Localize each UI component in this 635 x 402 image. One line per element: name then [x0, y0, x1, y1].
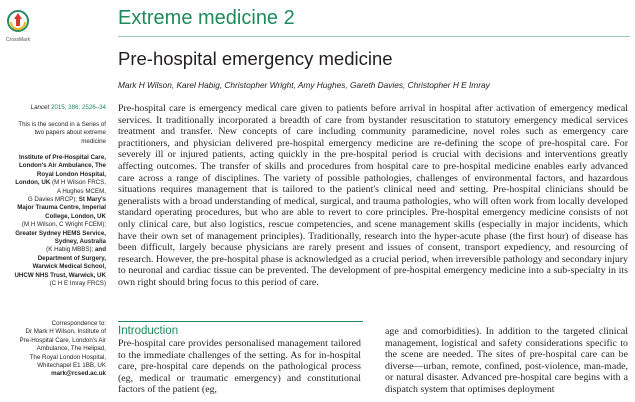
- affiliation-run: (K Habig MBBS);: [46, 246, 94, 254]
- series-note-line: medicine: [81, 137, 106, 145]
- affiliation-line: [0, 238, 106, 246]
- affiliation-run: College, London, UK: [45, 212, 106, 220]
- citation: [0, 104, 106, 112]
- body-column-left: Pre-hospital care provides personalised management tailored to the immediate challenges of the setting. As for in-hospital care, pre-hospital care depends on the pathological process (eg, medical or traumatic emergency) and constitutional factors of the patient (eg,: [118, 338, 361, 396]
- section-rule: [118, 321, 363, 322]
- affiliation-run: Department of Surgery,: [37, 254, 106, 262]
- affiliation-line: [0, 213, 106, 221]
- affiliation-line: [0, 246, 106, 254]
- series-note-line: This is the second in a Series of: [18, 121, 106, 128]
- citation-ref: 2015; 386: 2526–34: [49, 104, 106, 111]
- correspondence: [0, 320, 106, 379]
- affiliation-run: Warwick Medical School,: [32, 263, 106, 271]
- affiliation-run: (M H Wilson, C Wright FCEM);: [21, 221, 106, 229]
- affiliation-line: [0, 255, 106, 263]
- introduction-heading: Introduction: [118, 325, 179, 337]
- series-note: [0, 121, 106, 146]
- affiliation-line: [0, 196, 106, 204]
- affiliation-line: [0, 272, 106, 280]
- crossmark-label: CrossMark: [6, 37, 30, 43]
- affiliation-run: St Mary's: [77, 196, 106, 204]
- summary-paragraph: Pre-hospital care is emergency medical care given to patients before arrival in hospital after activation of emergency medical services. It traditionally incorporated a breadth of care from bystander resuscitation to statutory emergency medical services treatment and transfer. New concepts of care including community paramedicine, novel roles such as emergency care practitioners, and physician delivered pre-hospital emergency medicine are re-defining the scope of pre-hospital care. For severely ill or injured patients, acting quickly in the pre-hospital period is crucial with decisions and interventions greatly affecting outcomes. The transfer of skills and procedures from hospital care to pre-hospital medicine enables early advanced care across a range of disciplines. The variety of possible pathologies, challenges of environmental factors, and hazardous situations requires management that is tailored to the patient's clinical need and setting. Pre-hospital clinicians should be generalists with a broad understanding of medical, surgical, and trauma pathologies, who will often work from locally developed standard operating procedures, but who are able to revert to core principles. Pre-hospital emergency medicine consists of not only clinical care, but also logistics, rescue competencies, and scene management skills (especially in major incidents, which have their own set of management principles). Traditionally, research into the hyper-acute phase (the first hour) of disease has been difficult, largely because physicians are rarely present and issues of consent, transport expediency, and resourcing of research. However, the pre-hospital phase is acknowledged as a crucial period, when irreversible pathology and secondary injury to neuronal and cardiac tissue can be prevented. The development of pre-hospital emergency medicine into a sub-specialty in its own right should bring focus to this period of care.: [118, 103, 628, 288]
- header-rule: [118, 36, 630, 37]
- series-title: Extreme medicine 2: [118, 7, 295, 29]
- correspondence-line: Dr Mark H Wilson, Institute of: [25, 328, 106, 336]
- affiliation-line: [0, 188, 106, 196]
- affiliation-run: Institute of Pre-Hospital Care,: [19, 154, 106, 161]
- affiliation-run: UHCW NHS Trust, Warwick, UK: [14, 271, 106, 279]
- affiliation-run: (M H Wilson FRCS,: [50, 179, 106, 187]
- affiliation-line: [0, 280, 106, 288]
- affiliation-line: [0, 204, 106, 212]
- affiliation-run: Greater Sydney HEMS Service,: [15, 229, 106, 237]
- correspondence-line: Whitechapel E1 1BB, UK: [37, 362, 106, 370]
- affiliation-run: and: [93, 246, 106, 254]
- correspondence-line: Ambulance, The Helipad,: [36, 345, 106, 353]
- series-note-line: two papers about extreme: [34, 129, 106, 137]
- affiliation-run: G Davies MRCP);: [27, 196, 78, 204]
- affiliation-line: [0, 221, 106, 229]
- affiliation-line: [0, 230, 106, 238]
- affiliation-run: Royal London Hospital,: [36, 170, 106, 178]
- author-list: Mark H Wilson, Karel Habig, Christopher Wright, Amy Hughes, Gareth Davies, Christopher H E Imray: [118, 80, 490, 90]
- correspondence-email[interactable]: mark@rcsed.ac.uk: [51, 370, 106, 378]
- affiliation-run: Major Trauma Centre, Imperial: [17, 204, 106, 212]
- affiliation-line: [0, 179, 106, 187]
- affiliation-line: [0, 171, 106, 179]
- affiliation-run: Sydney, Australia: [54, 238, 106, 246]
- article-title: Pre-hospital emergency medicine: [118, 48, 393, 69]
- affiliation-line: [0, 162, 106, 170]
- crossmark-logo[interactable]: [6, 10, 30, 44]
- citation-journal: Lancet: [30, 104, 50, 111]
- affiliation-line: [0, 154, 106, 162]
- correspondence-line: The Royal London Hospital,: [29, 353, 106, 361]
- affiliation-run: London, UK: [15, 179, 51, 187]
- affiliation-run: (C H E Imray FRCS): [49, 280, 106, 288]
- affiliation-run: London's Air Ambulance, The: [19, 162, 106, 170]
- correspondence-line: Pre-Hospital Care, London's Air: [19, 336, 106, 344]
- body-column-right: age and comorbidities). In addition to the targeted clinical management, logistical and safety considerations specific to the scene are needed. The sites of pre-hospital care can be diverse—urban, remote, confined, post-violence, man-made, or natural disaster. Advanced pre-hospital care begins with a dispatch system that optimises deployment: [385, 326, 628, 395]
- correspondence-label: Correspondence to:: [51, 320, 106, 327]
- affiliation-run: A Hughes MCEM,: [56, 187, 106, 195]
- author-affiliations: [0, 154, 106, 289]
- affiliation-line: [0, 263, 106, 271]
